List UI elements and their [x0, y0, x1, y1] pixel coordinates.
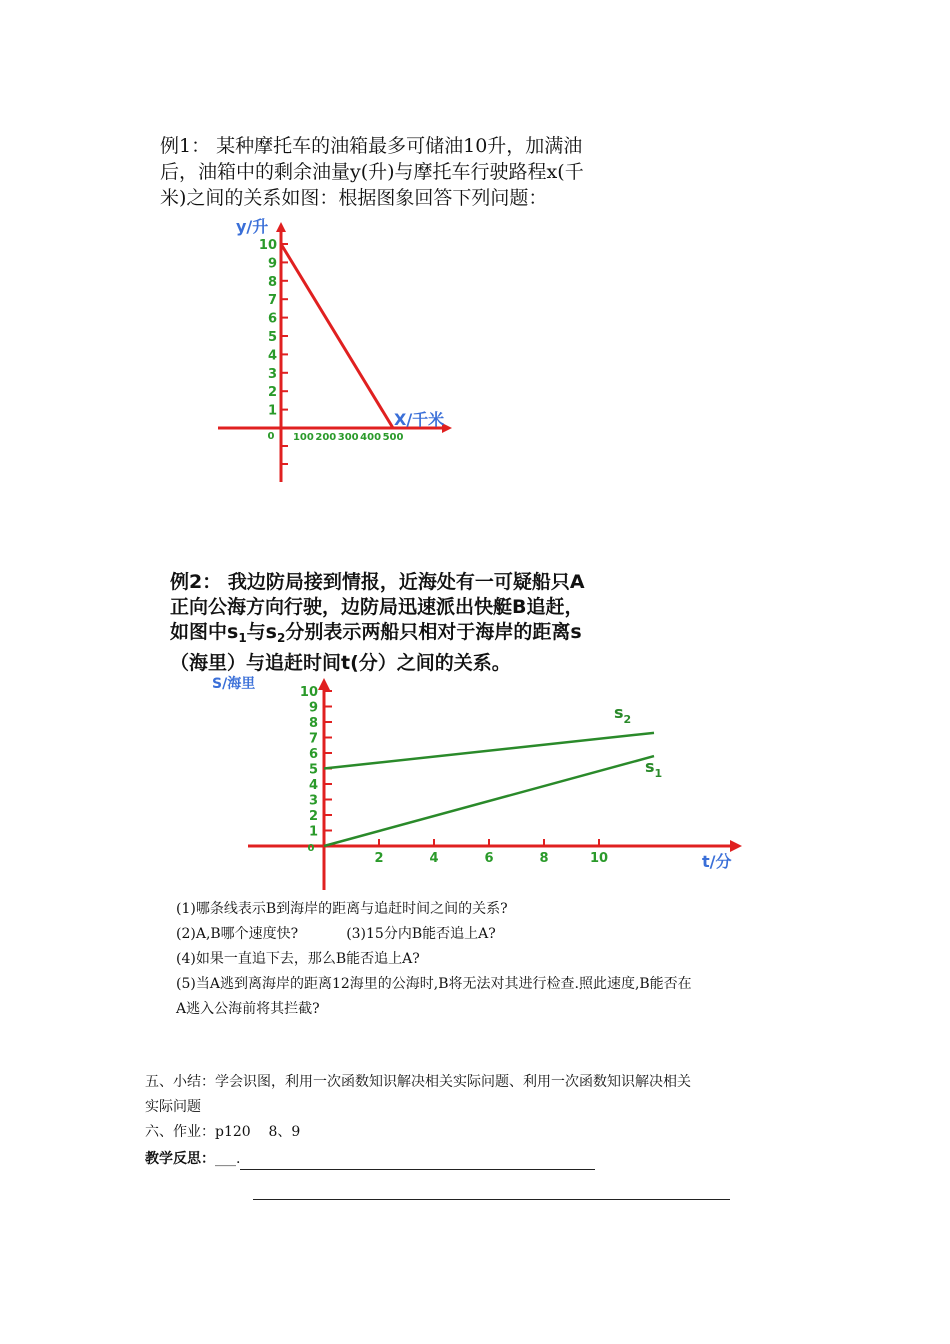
y-tick-label: 6	[267, 311, 277, 327]
example2-text-part: 与s	[246, 621, 277, 643]
y-tick-label: 7	[308, 731, 318, 747]
y-tick-label: 2	[267, 385, 277, 401]
y-axis-label: y/升	[236, 217, 269, 236]
y-axis-label: S/海里	[212, 676, 256, 692]
y-tick-label: 4	[308, 778, 318, 793]
example2-line: 例2： 我边防局接到情报，近海处有一可疑船只A	[170, 571, 585, 593]
y-tick-label: 10	[299, 685, 318, 700]
example1-line: 例1： 某种摩托车的油箱最多可储油10升，加满油	[160, 135, 583, 157]
reflection-line	[145, 1148, 595, 1170]
question-3: (3)15分内B能否追上A?	[346, 926, 496, 942]
y-tick-label: 2	[308, 809, 318, 824]
s1-line	[324, 756, 654, 846]
reflection-label: 教学反思：	[145, 1151, 215, 1167]
summary-line: 实际问题	[145, 1099, 201, 1115]
y-axis-arrow	[318, 678, 330, 690]
question-5: (5)当A逃到离海岸的距离12海里的公海时,B将无法对其进行检查.照此速度,B能否在	[176, 976, 692, 992]
x-tick-label: 4	[429, 851, 439, 866]
homework-line: 六、作业：p120 8、9	[145, 1124, 301, 1140]
x-tick-label: 10	[589, 851, 609, 866]
x-tick-label: 400	[360, 432, 382, 443]
y-tick-label: 1	[267, 403, 277, 419]
origin-label: 0	[267, 431, 275, 442]
example2-text	[170, 570, 770, 676]
fuel-distance-chart	[200, 210, 470, 490]
series-label-s2: $s_2$	[614, 703, 632, 726]
y-axis-arrow	[276, 222, 286, 232]
example2-text-part: 分别表示两船只相对于海岸的距离s	[285, 621, 582, 643]
question-2: (2)A,B哪个速度快?	[176, 926, 299, 942]
x-tick-label: 100	[292, 432, 314, 443]
series-label-s1: $s_1$	[645, 757, 663, 780]
reflection-blank-2[interactable]	[253, 1199, 730, 1200]
question-1: (1)哪条线表示B到海岸的距离与追赶时间之间的关系?	[176, 901, 508, 917]
y-tick-label: 3	[308, 793, 318, 809]
y-tick-label: 4	[267, 348, 277, 364]
y-tick-label: 6	[308, 747, 318, 762]
y-tick-label: 1	[308, 824, 318, 840]
y-tick-label: 8	[308, 716, 318, 731]
y-tick-label: 9	[267, 256, 277, 272]
y-tick-label: 9	[308, 700, 318, 716]
ships-distance-chart	[200, 672, 760, 894]
x-axis-label: t/分	[702, 852, 732, 871]
example2-line: 正向公海方向行驶，边防局迅速派出快艇B追赶，	[170, 596, 584, 618]
example2-line: （海里）与追赶时间t(分）之间的关系。	[170, 652, 511, 674]
reflection-lead: ___.	[215, 1151, 241, 1167]
reflection-blank[interactable]	[240, 1155, 595, 1170]
subscript: 1	[238, 631, 247, 645]
x-axis-arrow	[730, 840, 742, 852]
question-2-3	[176, 925, 496, 943]
y-tick-label: 3	[267, 366, 277, 382]
example2-line	[170, 620, 770, 651]
fuel-line	[281, 244, 393, 428]
example2-text-part: 如图中s	[170, 621, 239, 643]
question-5-cont: A逃入公海前将其拦截?	[176, 1001, 320, 1017]
example1-line: 米)之间的关系如图：根据图象回答下列问题：	[160, 187, 548, 209]
x-tick-label: 8	[539, 851, 549, 866]
question-4: (4)如果一直追下去，那么B能否追上A?	[176, 951, 420, 967]
example1-text	[160, 133, 640, 211]
x-tick-label: 200	[315, 432, 337, 443]
x-tick-label: 6	[484, 851, 494, 866]
x-tick-label: 300	[337, 432, 359, 443]
s2-line	[324, 733, 654, 769]
subscript: 2	[276, 631, 286, 645]
x-tick-label: 500	[382, 432, 404, 443]
example1-line: 后，油箱中的剩余油量y(升)与摩托车行驶路程x(千	[160, 161, 584, 183]
y-tick-label: 5	[267, 330, 277, 345]
x-axis-label: X/千米	[394, 410, 445, 429]
summary-line: 五、小结：学会识图，利用一次函数知识解决相关实际问题、利用一次函数知识解决相关	[145, 1074, 691, 1090]
x-tick-label: 2	[374, 851, 384, 866]
origin-label: 0	[307, 843, 315, 854]
y-tick-label: 10	[258, 238, 277, 253]
y-tick-label: 5	[308, 762, 318, 778]
y-tick-label: 8	[267, 274, 277, 290]
y-tick-label: 7	[267, 293, 277, 309]
